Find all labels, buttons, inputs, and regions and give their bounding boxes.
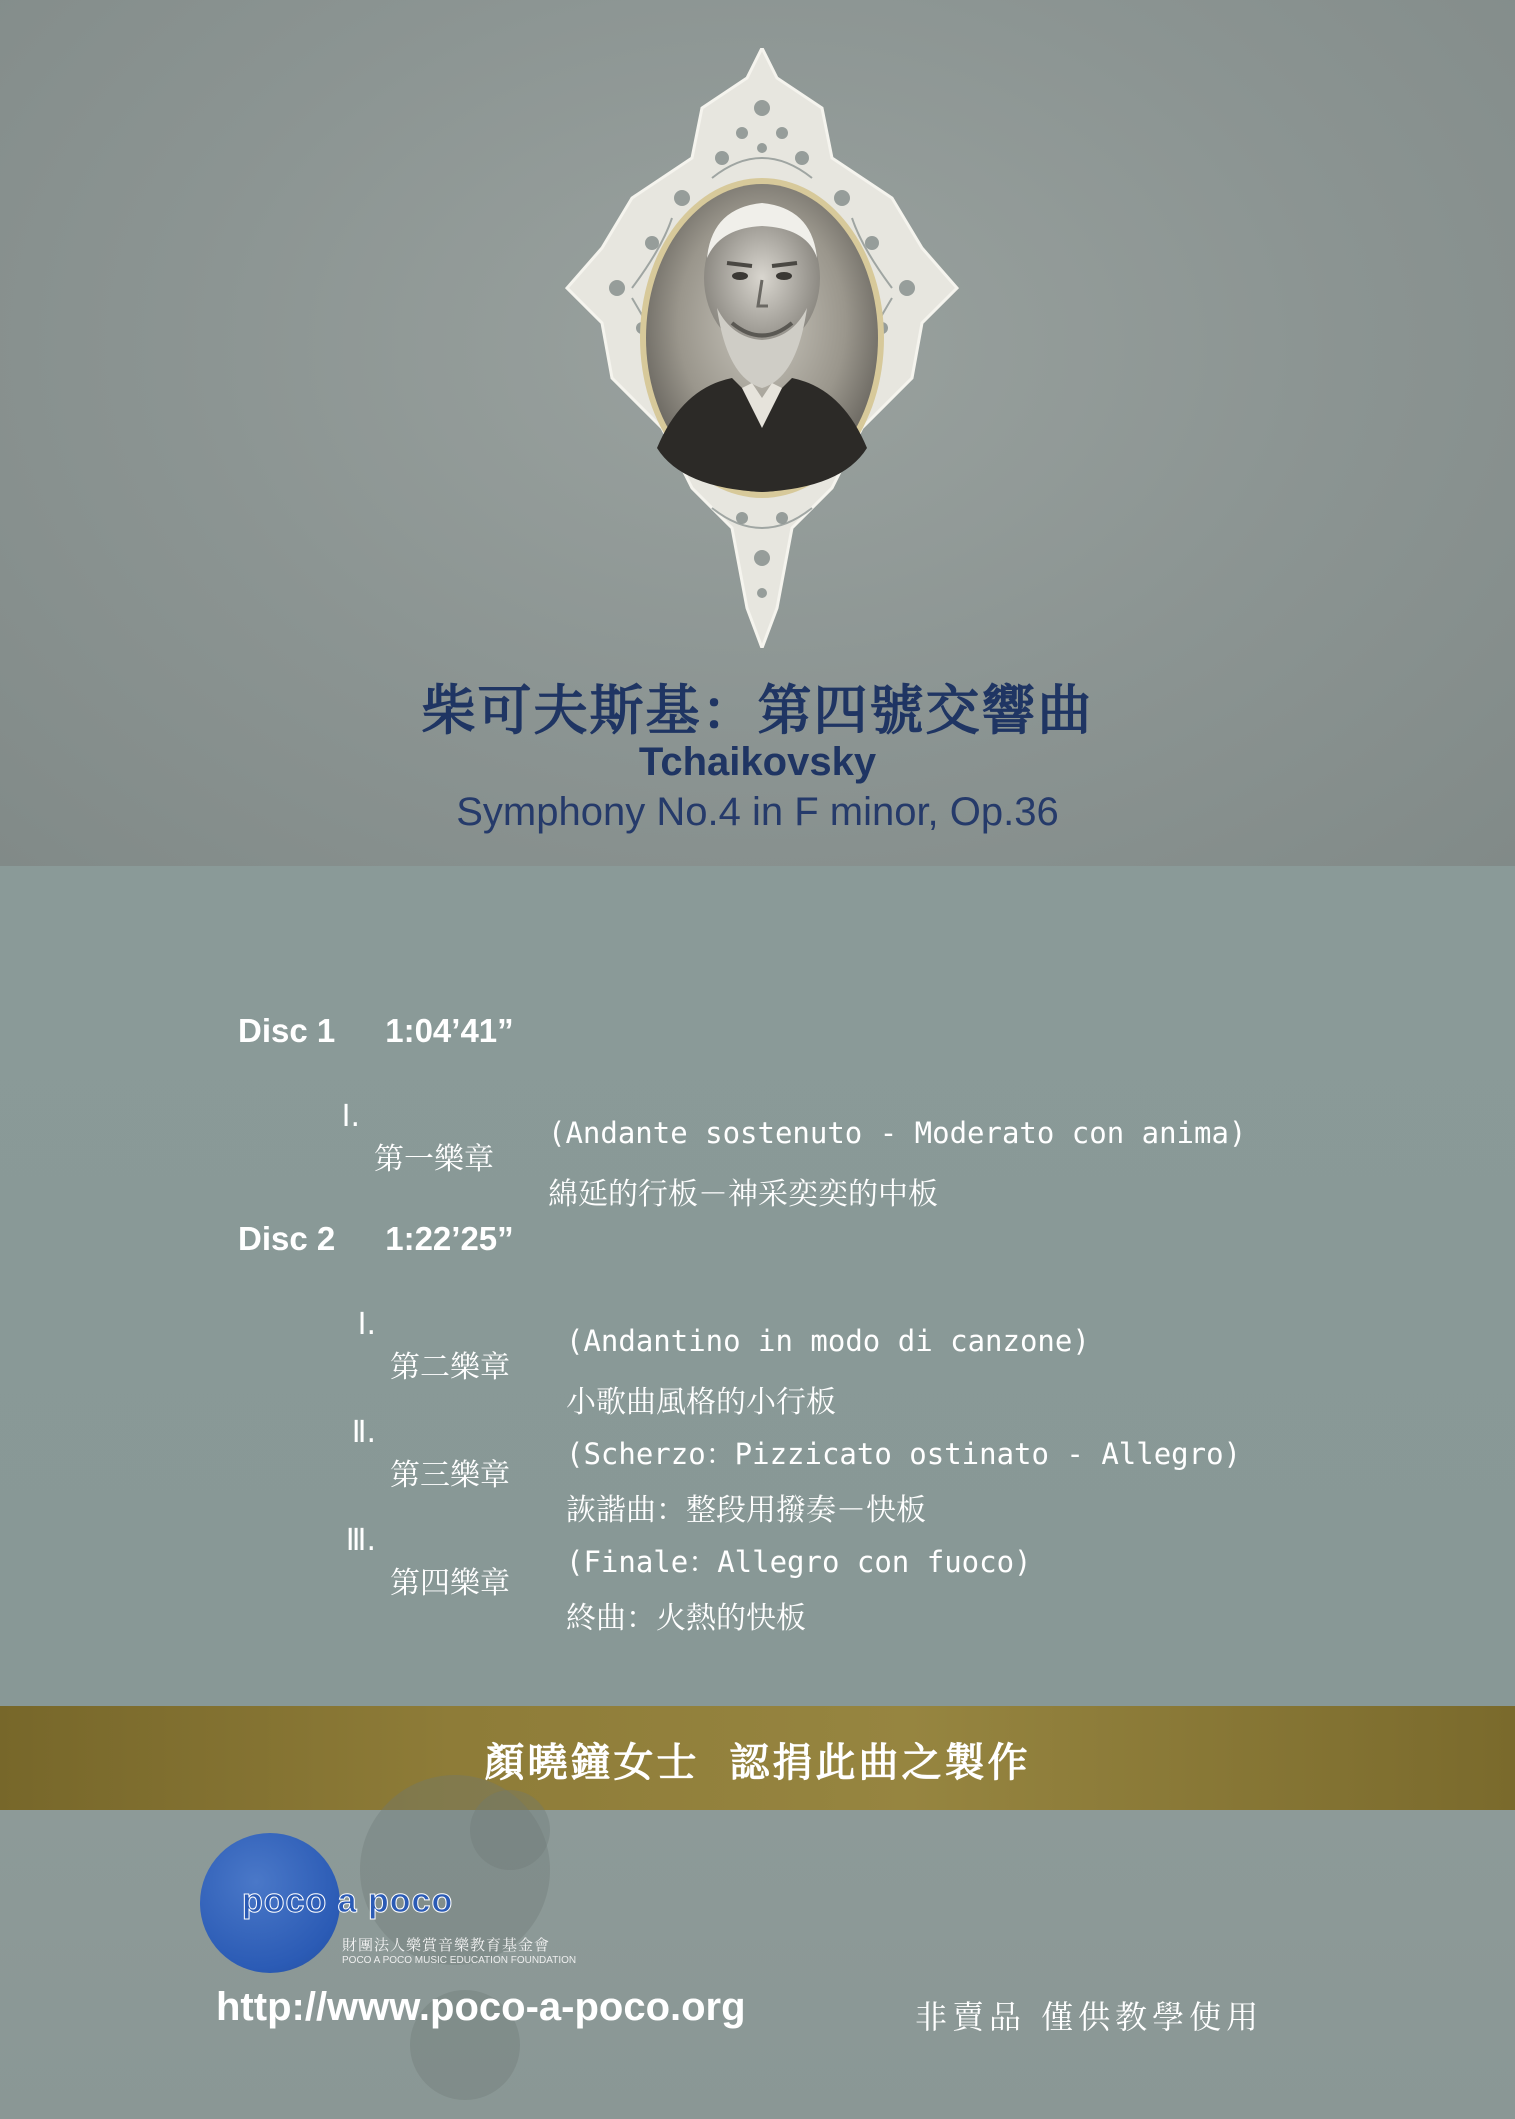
organization-name-en: POCO A POCO MUSIC EDUCATION FOUNDATION <box>342 1955 577 1966</box>
logo-wordmark: poco a poco <box>242 1882 454 1920</box>
movement-description-en: (Scherzo：Pizzicato ostinato - Allegro) <box>566 1437 1242 1471</box>
composer-portrait-ornament <box>562 48 962 648</box>
movement-description-en: (Andantino in modo di canzone) <box>566 1324 1090 1358</box>
movement-numeral: Ⅱ. <box>351 1415 376 1450</box>
disc-label: Disc 1 <box>238 1012 336 1049</box>
movement-description-en: (Finale：Allegro con fuoco) <box>566 1545 1032 1579</box>
decorative-circle <box>470 1790 550 1870</box>
movement-description: 綿延的行板－神采奕奕的中板 <box>548 1177 938 1212</box>
disc-label: Disc 2 <box>238 1220 336 1257</box>
movement-description: 小歌曲風格的小行板 <box>566 1385 836 1420</box>
title-chinese: 柴可夫斯基：第四號交響曲 <box>421 679 1094 742</box>
disc-heading <box>238 1220 514 1258</box>
sponsor-name: 顏曉鐘女士 <box>484 1740 700 1786</box>
movement-label: 第三樂章 <box>390 1458 510 1493</box>
movement-label: 第一樂章 <box>374 1142 494 1177</box>
sponsor-credit <box>0 1731 1515 1788</box>
portrait-frame-icon <box>562 48 962 648</box>
work-title: Symphony No.4 in F minor, Op.36 <box>456 790 1059 834</box>
website-link[interactable]: http://www.poco-a-poco.org <box>216 1985 746 2029</box>
disc-duration: 1:22’25” <box>385 1220 514 1257</box>
movement-numeral: Ⅰ. <box>357 1307 376 1342</box>
movement-label: 第四樂章 <box>390 1566 510 1601</box>
disc-duration: 1:04’41” <box>385 1012 514 1049</box>
sponsor-statement: 認捐此曲之製作 <box>729 1740 1031 1786</box>
non-sale-notice: 非賣品 僅供教學使用 <box>915 1998 1264 2036</box>
movement-numeral: Ⅰ. <box>341 1099 360 1134</box>
movement-description-en: (Andante sostenuto - Moderato con anima) <box>548 1116 1247 1150</box>
movement-description: 詼諧曲：整段用撥奏－快板 <box>566 1493 926 1528</box>
movement-label: 第二樂章 <box>390 1350 510 1385</box>
organization-name-zh: 財團法人樂賞音樂教育基金會 <box>342 1936 551 1954</box>
disc-heading <box>238 1012 514 1050</box>
composer-name: Tchaikovsky <box>638 740 877 784</box>
movement-description: 終曲：火熱的快板 <box>566 1601 806 1636</box>
movement-numeral: Ⅲ. <box>345 1523 376 1558</box>
